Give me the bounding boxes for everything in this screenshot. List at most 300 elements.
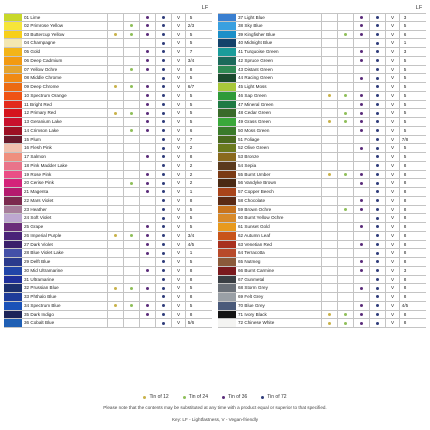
tin-24-cell: [338, 14, 354, 21]
tin-36-cell: [140, 144, 156, 152]
tin-24-cell: [338, 319, 354, 327]
lightfastness-value: 7/8: [401, 136, 409, 142]
tin-12-cell: [108, 258, 124, 266]
colour-swatch: [218, 83, 236, 91]
dot-icon: [162, 138, 165, 141]
colour-swatch: [218, 179, 236, 187]
colour-row: [218, 57, 426, 66]
colour-swatch: [4, 293, 22, 301]
lightfastness-value: 5: [189, 215, 193, 221]
colour-name: 60 Burnt Yellow Ochre: [236, 214, 322, 222]
tin-12-cell: [108, 232, 124, 240]
colour-name: 50 Moss Green: [236, 127, 322, 135]
lightfastness-value: 5: [403, 75, 407, 81]
tin-36-cell: [140, 101, 156, 109]
dot-icon: [162, 182, 165, 185]
tin-36-cell: [140, 136, 156, 144]
lightfastness-value: 6: [189, 127, 193, 133]
tin-72-cell: [156, 319, 172, 327]
dot-icon: [143, 396, 146, 399]
colour-swatch: [4, 153, 22, 161]
dot-icon: [162, 269, 165, 272]
dot-icon: [162, 164, 165, 167]
dot-icon: [146, 269, 149, 272]
tin-36-cell: [354, 22, 370, 30]
dot-icon: [360, 322, 363, 325]
lightfastness-value: 8: [403, 250, 407, 256]
colour-name: 41 Turquoise Green: [236, 48, 322, 56]
colour-swatch: [218, 171, 236, 179]
tin-24-cell: [124, 109, 140, 117]
dot-icon: [360, 129, 363, 132]
tin-24-cell: [124, 57, 140, 65]
colour-row: [4, 144, 212, 153]
colour-name: 33 Phthalo Blue: [22, 293, 108, 301]
vegan-mark: V: [172, 48, 186, 56]
tin-36-cell: [354, 109, 370, 117]
colour-row: [4, 127, 212, 136]
dot-icon: [162, 190, 165, 193]
dot-icon: [162, 208, 165, 211]
tin-36-cell: [140, 293, 156, 301]
dot-icon: [146, 59, 149, 62]
colour-swatch: [218, 136, 236, 144]
dot-icon: [162, 252, 165, 255]
tin-72-cell: [156, 118, 172, 126]
dot-icon: [360, 50, 363, 53]
tin-72-cell: [370, 284, 386, 292]
tin-72-cell: [156, 162, 172, 170]
dot-icon: [376, 173, 379, 176]
colour-row: [4, 197, 212, 206]
legend-tin-12: [143, 394, 168, 400]
dot-icon: [376, 199, 379, 202]
dot-icon: [376, 269, 379, 272]
dot-icon: [183, 396, 186, 399]
vegan-mark: V: [386, 109, 400, 117]
colour-name: 11 Bright Red: [22, 101, 108, 109]
lightfastness-value: 5: [403, 101, 407, 107]
colour-name: 07 Yellow Ochre: [22, 66, 108, 74]
colour-row: [218, 136, 426, 145]
colour-swatch: [218, 284, 236, 292]
tin-72-cell: [156, 136, 172, 144]
dot-icon: [130, 24, 133, 27]
tin-72-cell: [156, 48, 172, 56]
colour-name: 56 Vandyke Brown: [236, 179, 322, 187]
tin-24-cell: [338, 101, 354, 109]
dot-icon: [162, 199, 165, 202]
colour-row: [218, 66, 426, 75]
tin-72-cell: [156, 197, 172, 205]
lightfastness-value: 5: [403, 145, 407, 151]
tin-36-cell: [354, 153, 370, 161]
colour-row: [4, 57, 212, 66]
dot-icon: [162, 287, 165, 290]
dot-icon: [114, 85, 117, 88]
colour-row: [4, 74, 212, 83]
tin-24-cell: [124, 101, 140, 109]
dot-icon: [146, 33, 149, 36]
tin-24-cell: [338, 83, 354, 91]
tin-12-cell: [322, 101, 338, 109]
colour-name: 01 Lime: [22, 14, 108, 21]
dot-icon: [146, 103, 149, 106]
tin-72-cell: [370, 118, 386, 126]
colour-swatch: [218, 241, 236, 249]
lightfastness-value: 1: [189, 250, 193, 256]
tin-12-cell: [322, 66, 338, 74]
vegan-mark: V: [386, 74, 400, 82]
lightfastness-value: 7: [189, 136, 193, 142]
vegan-mark: V: [172, 267, 186, 275]
dot-icon: [360, 313, 363, 316]
tin-36-cell: [140, 302, 156, 310]
colour-swatch: [218, 48, 236, 56]
vegan-mark: V: [386, 39, 400, 47]
colour-row: [218, 293, 426, 302]
lightfastness-value: 8: [403, 197, 407, 203]
vegan-mark: V: [172, 206, 186, 214]
tin-72-cell: [156, 311, 172, 319]
vegan-mark: V: [172, 311, 186, 319]
tin-72-cell: [156, 223, 172, 231]
lightfastness-value: 5: [189, 206, 193, 212]
dot-icon: [376, 24, 379, 27]
tin-24-cell: [124, 136, 140, 144]
colour-swatch: [218, 39, 236, 47]
colour-name: 45 Light Moss: [236, 83, 322, 91]
colour-swatch: [218, 92, 236, 100]
tin-12-cell: [108, 249, 124, 257]
tin-72-cell: [370, 293, 386, 301]
dot-icon: [360, 243, 363, 246]
tin-36-cell: [354, 144, 370, 152]
tin-12-cell: [322, 214, 338, 222]
tin-72-cell: [370, 232, 386, 240]
colour-name: 27 Dark Violet: [22, 241, 108, 249]
colour-row: [4, 48, 212, 57]
tin-24-cell: [338, 127, 354, 135]
dot-icon: [162, 103, 165, 106]
tin-36-cell: [354, 74, 370, 82]
colour-swatch: [218, 101, 236, 109]
lightfastness-value: 5: [189, 119, 193, 124]
colour-swatch: [218, 74, 236, 82]
tin-36-cell: [354, 214, 370, 222]
dot-icon: [360, 33, 363, 36]
vegan-mark: V: [386, 276, 400, 284]
colour-swatch: [4, 83, 22, 91]
colour-rows-right: [218, 13, 426, 328]
colour-row: [4, 223, 212, 232]
tin-12-cell: [108, 136, 124, 144]
tin-24-cell: [338, 206, 354, 214]
tin-72-cell: [156, 241, 172, 249]
colour-name: 70 Blue Grey: [236, 302, 322, 310]
tin-24-cell: [124, 92, 140, 100]
colour-swatch: [4, 22, 22, 30]
colour-name: 19 Rose Pink: [22, 171, 108, 179]
tin-72-cell: [370, 109, 386, 117]
colour-name: 43 Distant Green: [236, 66, 322, 74]
tin-36-cell: [140, 83, 156, 91]
vegan-mark: V: [386, 57, 400, 65]
tin-24-cell: [124, 83, 140, 91]
colour-row: [4, 83, 212, 92]
colour-name: 63 Venetian Red: [236, 241, 322, 249]
colour-row: [4, 171, 212, 180]
dot-icon: [376, 112, 379, 115]
colour-swatch: [218, 302, 236, 310]
tin-12-cell: [322, 153, 338, 161]
dot-icon: [376, 278, 379, 281]
dot-icon: [360, 304, 363, 307]
colour-row: [4, 188, 212, 197]
tin-72-cell: [370, 241, 386, 249]
legend-label: Tin of 12: [149, 394, 169, 400]
dot-icon: [130, 182, 133, 185]
colour-name: 34 Spectrum Blue: [22, 302, 108, 310]
vegan-mark: V: [386, 118, 400, 126]
colour-swatch: [218, 197, 236, 205]
colour-name: 39 Kingfisher Blue: [236, 31, 322, 39]
lightfastness-value: 3: [403, 267, 407, 273]
tin-72-cell: [370, 249, 386, 257]
legend-label: Tin of 36: [228, 394, 248, 400]
tin-12-cell: [322, 92, 338, 100]
tin-12-cell: [108, 101, 124, 109]
colour-swatch: [4, 127, 22, 135]
colour-row: [218, 214, 426, 223]
dot-icon: [114, 112, 117, 115]
dot-icon: [360, 199, 363, 202]
colour-name: 66 Burnt Carmine: [236, 267, 322, 275]
colour-row: [4, 241, 212, 250]
vegan-mark: V: [386, 319, 400, 327]
tin-36-cell: [354, 302, 370, 310]
colour-name: 38 Sky Blue: [236, 22, 322, 30]
colour-swatch: [218, 188, 236, 196]
dot-icon: [376, 234, 379, 237]
lightfastness-value: 8: [189, 267, 193, 273]
colour-row: [4, 214, 212, 223]
dot-icon: [146, 155, 149, 158]
colour-name: 67 Gunmetal: [236, 276, 322, 284]
lightfastness-value: 8: [403, 171, 407, 177]
colour-name: 37 Light Blue: [236, 14, 322, 21]
vegan-mark: V: [172, 162, 186, 170]
tin-12-cell: [108, 39, 124, 47]
vegan-mark: V: [172, 214, 186, 222]
colour-swatch: [218, 118, 236, 126]
tin-24-cell: [338, 153, 354, 161]
colour-row: [218, 232, 426, 241]
dot-icon: [376, 94, 379, 97]
dot-icon: [360, 287, 363, 290]
tin-72-cell: [370, 197, 386, 205]
colour-swatch: [218, 276, 236, 284]
dot-icon: [146, 313, 149, 316]
dot-icon: [328, 313, 331, 316]
dot-icon: [130, 287, 133, 290]
tin-24-cell: [338, 267, 354, 275]
colour-name: 52 Olive Green: [236, 144, 322, 152]
vegan-mark: V: [172, 302, 186, 310]
dot-icon: [146, 94, 149, 97]
dot-icon: [130, 234, 133, 237]
tin-72-cell: [370, 206, 386, 214]
tin-12-cell: [322, 83, 338, 91]
tin-24-cell: [338, 241, 354, 249]
colour-row: [218, 48, 426, 57]
tin-36-cell: [140, 127, 156, 135]
tin-24-cell: [338, 22, 354, 30]
tin-12-cell: [108, 48, 124, 56]
tin-24-cell: [124, 284, 140, 292]
tin-12-cell: [108, 197, 124, 205]
vegan-mark: V: [172, 136, 186, 144]
colour-row: [4, 258, 212, 267]
tin-24-cell: [338, 171, 354, 179]
dot-icon: [376, 16, 379, 19]
colour-name: 15 Plum: [22, 136, 108, 144]
colour-name: 24 Soft Violet: [22, 214, 108, 222]
vegan-mark: V: [172, 22, 186, 30]
colour-swatch: [4, 188, 22, 196]
colour-name: 61 Sunset Gold: [236, 223, 322, 231]
colour-name: 05 Gold: [22, 48, 108, 56]
vegan-mark: V: [172, 241, 186, 249]
colour-swatch: [4, 276, 22, 284]
lightfastness-value: 8: [403, 206, 407, 212]
colour-name: 72 Chinese White: [236, 319, 322, 327]
vegan-mark: V: [386, 136, 400, 144]
tin-72-cell: [370, 31, 386, 39]
tin-36-cell: [140, 57, 156, 65]
colour-name: 69 Felt Grey: [236, 293, 322, 301]
dot-icon: [146, 190, 149, 193]
colour-row: [218, 206, 426, 215]
colour-name: 21 Magenta: [22, 188, 108, 196]
tin-36-cell: [354, 101, 370, 109]
tin-12-cell: [322, 302, 338, 310]
tin-24-cell: [124, 206, 140, 214]
tin-12-cell: [322, 197, 338, 205]
tin-36-cell: [140, 267, 156, 275]
colour-name: 58 Chocolate: [236, 197, 322, 205]
colour-swatch: [4, 57, 22, 65]
colour-swatch: [4, 109, 22, 117]
tin-72-cell: [370, 101, 386, 109]
colour-name: 59 Brown Ochre: [236, 206, 322, 214]
lf-column-header: LF: [201, 5, 209, 11]
tin-24-cell: [124, 249, 140, 257]
tin-72-cell: [156, 74, 172, 82]
vegan-mark: V: [172, 127, 186, 135]
tin-72-cell: [156, 188, 172, 196]
tin-36-cell: [354, 241, 370, 249]
vegan-mark: V: [172, 171, 186, 179]
tin-24-cell: [124, 14, 140, 21]
tin-36-cell: [140, 66, 156, 74]
tin-36-cell: [354, 206, 370, 214]
tin-12-cell: [108, 118, 124, 126]
colour-name: 49 Grass Green: [236, 118, 322, 126]
tin-36-cell: [140, 223, 156, 231]
tin-72-cell: [156, 284, 172, 292]
tin-36-cell: [140, 214, 156, 222]
colour-name: 51 Foliage: [236, 136, 322, 144]
tin-36-cell: [354, 31, 370, 39]
colour-swatch: [218, 214, 236, 222]
tin-24-cell: [338, 92, 354, 100]
colour-row: [4, 31, 212, 40]
colour-row: [218, 197, 426, 206]
colour-row: [4, 232, 212, 241]
tin-36-cell: [140, 31, 156, 39]
tin-12-cell: [108, 179, 124, 187]
tin-24-cell: [338, 188, 354, 196]
lightfastness-value: 8: [403, 276, 407, 282]
dot-icon: [162, 50, 165, 53]
tin-72-cell: [156, 83, 172, 91]
vegan-mark: V: [172, 66, 186, 74]
dot-icon: [376, 313, 379, 316]
colour-name: 55 Burnt Umber: [236, 171, 322, 179]
lightfastness-value: 1: [403, 40, 407, 46]
colour-row: [218, 83, 426, 92]
colour-name: 71 Ivory Black: [236, 311, 322, 319]
colour-swatch: [4, 214, 22, 222]
tin-12-cell: [322, 74, 338, 82]
colour-row: [4, 136, 212, 145]
tin-72-cell: [156, 22, 172, 30]
colour-name: 04 Champagne: [22, 39, 108, 47]
vegan-mark: V: [386, 241, 400, 249]
tin-72-cell: [156, 66, 172, 74]
tin-72-cell: [370, 66, 386, 74]
dot-icon: [114, 234, 117, 237]
dot-icon: [162, 85, 165, 88]
dot-icon: [360, 208, 363, 211]
dot-icon: [344, 112, 347, 115]
dot-icon: [162, 173, 165, 176]
tin-72-cell: [156, 206, 172, 214]
tin-24-cell: [124, 179, 140, 187]
colour-swatch: [218, 109, 236, 117]
tin-36-cell: [354, 197, 370, 205]
tin-72-cell: [370, 223, 386, 231]
tin-12-cell: [322, 276, 338, 284]
vegan-mark: V: [172, 31, 186, 39]
lightfastness-value: 8: [403, 189, 407, 194]
colour-row: [218, 179, 426, 188]
lightfastness-value: 8: [189, 276, 193, 282]
vegan-mark: V: [172, 276, 186, 284]
tin-24-cell: [338, 311, 354, 319]
colour-swatch: [4, 31, 22, 39]
dot-icon: [162, 278, 165, 281]
tin-36-cell: [140, 39, 156, 47]
tin-12-cell: [108, 267, 124, 275]
colour-row: [4, 101, 212, 110]
vegan-mark: V: [386, 66, 400, 74]
tin-36-cell: [140, 109, 156, 117]
tin-72-cell: [370, 57, 386, 65]
colour-swatch: [4, 136, 22, 144]
lightfastness-value: 7: [189, 49, 193, 54]
